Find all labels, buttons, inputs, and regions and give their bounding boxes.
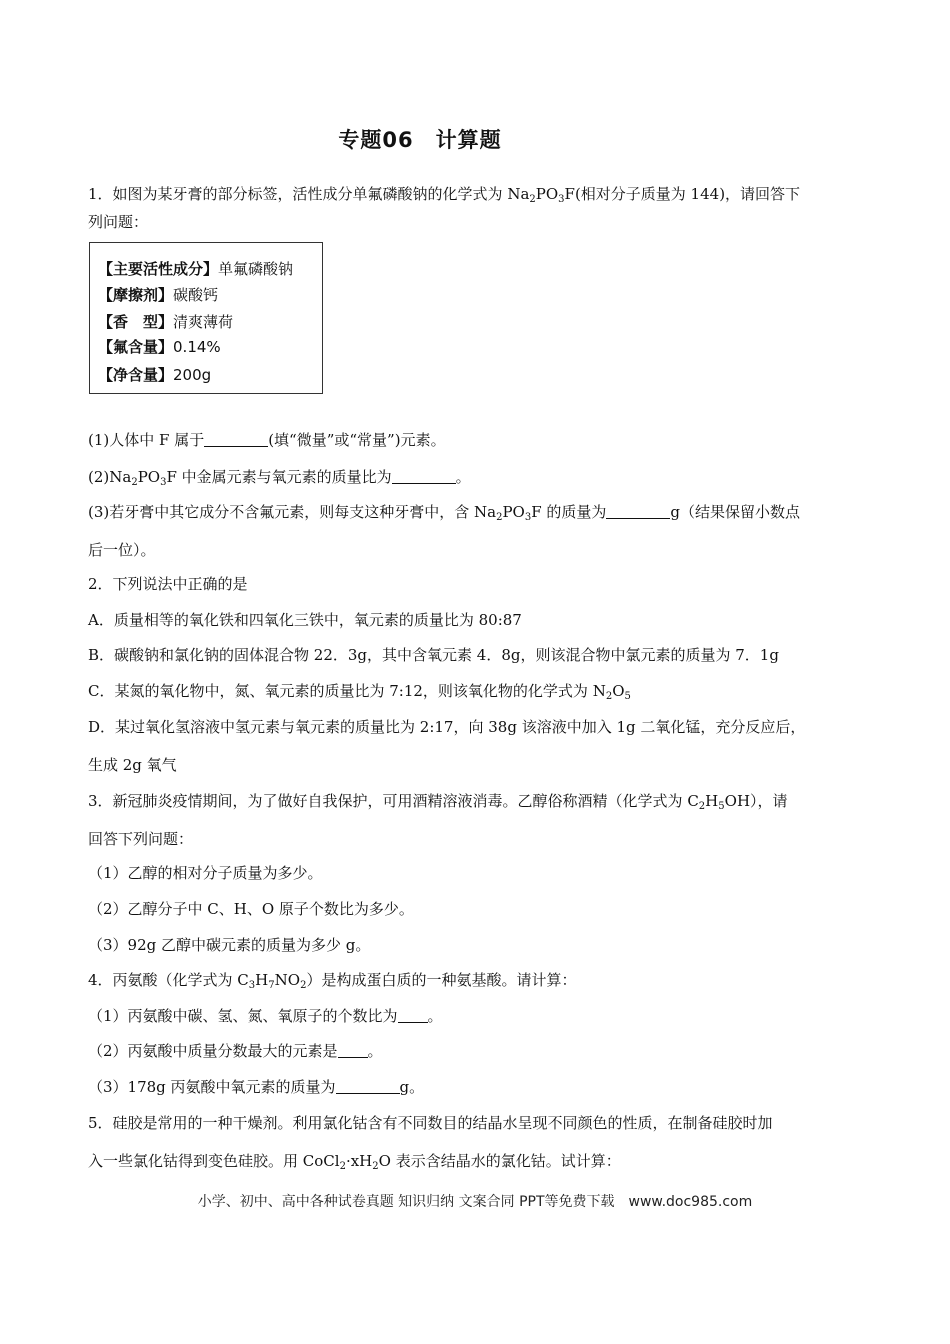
q5-stem-line2: 入一些氯化钴得到变色硅胶。用 $CoCl_2\cdot xH_2O$ 表示含结晶水的氯化钴。试计算： xyxy=(88,1152,621,1172)
q3-sub3: （3）92g 乙醇中碳元素的质量为多少 g。 xyxy=(88,936,371,954)
answer-blank[interactable] xyxy=(336,1079,400,1094)
q5-stem: 5．硅胶是常用的一种干燥剂。利用氯化钴含有不同数目的结晶水呈现不同颜色的性质，在制备硅胶时加 xyxy=(88,1114,773,1132)
label-row: 【氟含量】0.14% xyxy=(98,338,221,356)
answer-blank[interactable] xyxy=(606,504,670,519)
label-row: 【主要活性成分】单氟磷酸钠 xyxy=(98,260,294,278)
q4-stem: 4．丙氨酸（化学式为 $C_3H_7NO_2$）是构成蛋白质的一种氨基酸。请计算： xyxy=(88,971,577,991)
q1-sub3-line2: 后一位）。 xyxy=(88,541,156,559)
q3-stem-line2: 回答下列问题： xyxy=(88,830,194,848)
label-row: 【香 型】清爽薄荷 xyxy=(98,313,234,331)
q1-sub2: $(2)Na_2PO_3F$ 中金属元素与氧元素的质量比为 。 xyxy=(88,468,471,488)
q1-stem-line2: 列问题： xyxy=(88,213,149,231)
q1-sub1: (1)人体中 F 属于 (填“微量”或“常量”)元素。 xyxy=(88,431,446,449)
q2-option-b: B．碳酸钠和氯化钠的固体混合物 22．3g，其中含氧元素 4．8g，则该混合物中氯元素的质量为 7．1g xyxy=(88,646,779,664)
title-part1: 专题06 xyxy=(338,128,414,152)
page-footer: 小学、初中、高中各种试卷真题 知识归纳 文案合同 PPT等免费下载 www.doc985.com xyxy=(197,1194,753,1210)
q1-stem: 1．如图为某牙膏的部分标签，活性成分单氟磷酸钠的化学式为 $Na_2PO_3F$(相对分子质量为 144)，请回答下 xyxy=(88,185,801,205)
q1-sub3: (3)若牙膏中其它成分不含氟元素，则每支这种牙膏中，含 $Na_2PO_3F$ 的质量为 g（结果保留小数点 xyxy=(88,503,801,523)
answer-blank[interactable] xyxy=(338,1043,368,1058)
q2-option-c: C．某氮的氧化物中，氮、氧元素的质量比为 7:12，则该氧化物的化学式为 $N_2O_5$ xyxy=(88,682,631,702)
toothpaste-label xyxy=(89,242,323,394)
q4-sub3: （3）178g 丙氨酸中氧元素的质量为 g。 xyxy=(88,1078,425,1096)
title-part2: 计算题 xyxy=(435,128,502,152)
q3-stem: 3．新冠肺炎疫情期间，为了做好自我保护，可用酒精溶液消毒。乙醇俗称酒精（化学式为 $C_2H_5OH$），请 xyxy=(88,792,788,812)
label-row: 【摩擦剂】碳酸钙 xyxy=(98,286,219,304)
label-row: 【净含量】200g xyxy=(98,366,212,384)
q4-sub1: （1）丙氨酸中碳、氢、氮、氧原子的个数比为 。 xyxy=(88,1007,443,1025)
q2-option-d: D．某过氧化氢溶液中氢元素与氧元素的质量比为 2:17，向 38g 该溶液中加入 1g 二氧化锰，充分反应后， xyxy=(88,718,806,736)
answer-blank[interactable] xyxy=(392,469,456,484)
q3-sub2: （2）乙醇分子中 C、H、O 原子个数比为多少。 xyxy=(88,900,414,918)
q3-sub1: （1）乙醇的相对分子质量为多少。 xyxy=(88,864,323,882)
q4-sub2: （2）丙氨酸中质量分数最大的元素是 。 xyxy=(88,1042,383,1060)
q2-stem: 2．下列说法中正确的是 xyxy=(88,575,248,593)
q2-option-a: A．质量相等的氧化铁和四氧化三铁中，氧元素的质量比为 80:87 xyxy=(88,611,522,629)
answer-blank[interactable] xyxy=(204,432,268,447)
q2-option-d-line2: 生成 2g 氧气 xyxy=(88,756,177,774)
answer-blank[interactable] xyxy=(398,1008,428,1023)
page-title xyxy=(0,124,840,154)
